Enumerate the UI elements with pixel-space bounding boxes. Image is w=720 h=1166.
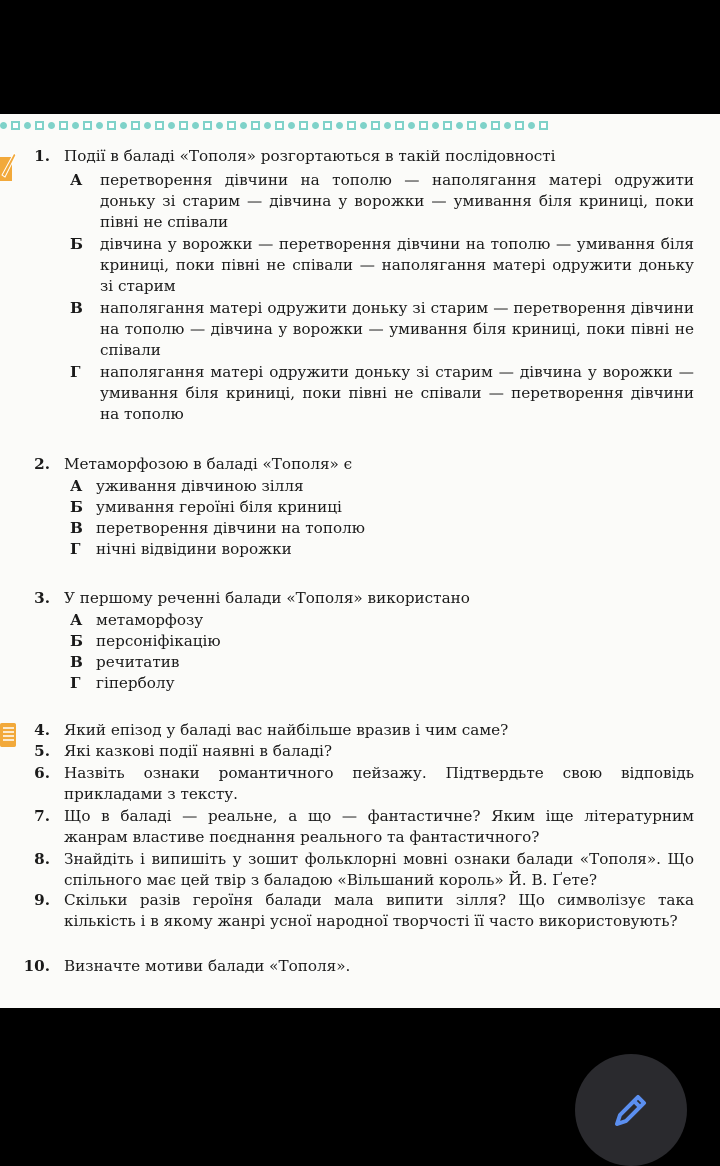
option-text: метаморфозу — [96, 611, 204, 629]
border-square — [467, 121, 476, 130]
option-text: перетворення дівчини на тополю — наполягання матері одружити доньку зі старим — дівчина у ворожки — умивання біля криниці, поки півні не співали — [100, 171, 694, 231]
border-dot — [120, 122, 127, 129]
question-text: Скільки разів героїня балади мала випити зілля? Що символізує така кількість і в якому жанрі усної народної творчості її часто використовують? — [64, 891, 694, 930]
question-number: 8. — [34, 850, 50, 868]
question-text: Які казкові події наявні в баладі? — [64, 742, 333, 760]
option-text: наполягання матері одружити доньку зі старим — перетворення дівчини на тополю — дівчина у ворожки — умивання біля криниці, поки півні не співали — [100, 299, 694, 359]
border-square — [371, 121, 380, 130]
question-text: Визначте мотиви балади «Тополя». — [64, 957, 351, 975]
border-dot — [504, 122, 511, 129]
option-text: умивання героїні біля криниці — [96, 498, 342, 516]
border-square — [35, 121, 44, 130]
border-square — [515, 121, 524, 130]
question-4 — [0, 720, 720, 742]
border-dot — [192, 122, 199, 129]
border-dot — [288, 122, 295, 129]
border-dot — [144, 122, 151, 129]
question-text: У першому реченні балади «Тополя» використано — [64, 589, 470, 607]
question-number: 5. — [34, 742, 50, 760]
border-square — [107, 121, 116, 130]
border-dot — [432, 122, 439, 129]
option-letter: Г — [70, 363, 81, 381]
border-square — [299, 121, 308, 130]
border-square — [131, 121, 140, 130]
question-9 — [0, 890, 720, 956]
question-number: 4. — [34, 721, 50, 739]
option-letter: В — [70, 653, 83, 671]
question-text: Метаморфозою в баладі «Тополя» є — [64, 455, 353, 473]
option-text: перетворення дівчини на тополю — [96, 519, 365, 537]
border-square — [395, 121, 404, 130]
question-3 — [0, 588, 720, 610]
border-dot — [72, 122, 79, 129]
question-number: 3. — [34, 589, 50, 607]
border-square — [203, 121, 212, 130]
option-letter: Б — [70, 235, 83, 253]
border-dot — [312, 122, 319, 129]
option-letter: А — [70, 611, 83, 629]
border-dot — [384, 122, 391, 129]
border-dot — [24, 122, 31, 129]
question-number: 2. — [34, 455, 50, 473]
question-5 — [0, 741, 720, 763]
border-square — [347, 121, 356, 130]
question-number: 9. — [34, 891, 50, 909]
option-letter: В — [70, 519, 83, 537]
option-letter: Г — [70, 674, 81, 692]
border-dot — [528, 122, 535, 129]
border-square — [11, 121, 20, 130]
border-dot — [360, 122, 367, 129]
option-text: персоніфікацію — [96, 632, 221, 650]
option-letter: Г — [70, 540, 81, 558]
option-text: нічні відвідини ворожки — [96, 540, 292, 558]
option-letter: В — [70, 299, 83, 317]
border-square — [59, 121, 68, 130]
border-dot — [96, 122, 103, 129]
question-8 — [0, 849, 720, 893]
border-dot — [240, 122, 247, 129]
edit-fab-button[interactable] — [575, 1054, 687, 1166]
border-square — [539, 121, 548, 130]
question-7 — [0, 806, 720, 850]
border-square — [443, 121, 452, 130]
border-dot — [48, 122, 55, 129]
question-number: 6. — [34, 764, 50, 782]
question-text: Що в баладі — реальне, а що — фантастичне? Яким іще літературним жанрам властиве поєднання реального та фантастичного? — [64, 807, 694, 846]
option-letter: А — [70, 477, 83, 495]
question-6 — [0, 763, 720, 807]
textbook-page — [0, 114, 720, 1008]
border-dot — [336, 122, 343, 129]
pencil-icon — [611, 1090, 651, 1130]
option-text: дівчина у ворожки — перетворення дівчини на тополю — умивання біля криниці, поки півні не співали — наполягання матері одружити доньку зі старим — [100, 235, 694, 295]
border-square — [227, 121, 236, 130]
option-text: гіперболу — [96, 674, 175, 692]
border-square — [323, 121, 332, 130]
border-dot — [216, 122, 223, 129]
option-text: наполягання матері одружити доньку зі старим — дівчина у ворожки — умивання біля криниці, поки півні не співали — перетворення дівчини на тополю — [100, 363, 694, 423]
question-10 — [0, 956, 720, 978]
border-dot — [408, 122, 415, 129]
border-dot — [264, 122, 271, 129]
question-2 — [0, 454, 720, 476]
border-dot — [0, 122, 7, 129]
option-letter: Б — [70, 498, 83, 516]
question-text: Знайдіть і випишіть у зошит фольклорні мовні ознаки балади «Тополя». Що спільного має цей твір з баладою «Вільшаний король» Й. В. Ґете? — [64, 850, 694, 889]
option-text: речитатив — [96, 653, 180, 671]
border-square — [251, 121, 260, 130]
question-number: 10. — [23, 957, 50, 975]
question-number: 7. — [34, 807, 50, 825]
border-dot — [480, 122, 487, 129]
question-number: 1. — [34, 147, 50, 165]
border-square — [419, 121, 428, 130]
decorative-border — [0, 118, 720, 132]
border-square — [179, 121, 188, 130]
option-letter: Б — [70, 632, 83, 650]
question-text: Який епізод у баладі вас найбільше вразив і чим саме? — [64, 721, 509, 739]
option-text: уживання дівчиною зілля — [96, 477, 304, 495]
question-text: Події в баладі «Тополя» розгортаються в такій послідовності — [64, 147, 556, 165]
border-square — [155, 121, 164, 130]
border-square — [491, 121, 500, 130]
option-letter: А — [70, 171, 83, 189]
question-text: Назвіть ознаки романтичного пейзажу. Підтвердьте свою відповідь прикладами з тексту. — [64, 764, 694, 803]
border-square — [83, 121, 92, 130]
border-square — [275, 121, 284, 130]
border-dot — [168, 122, 175, 129]
border-dot — [456, 122, 463, 129]
